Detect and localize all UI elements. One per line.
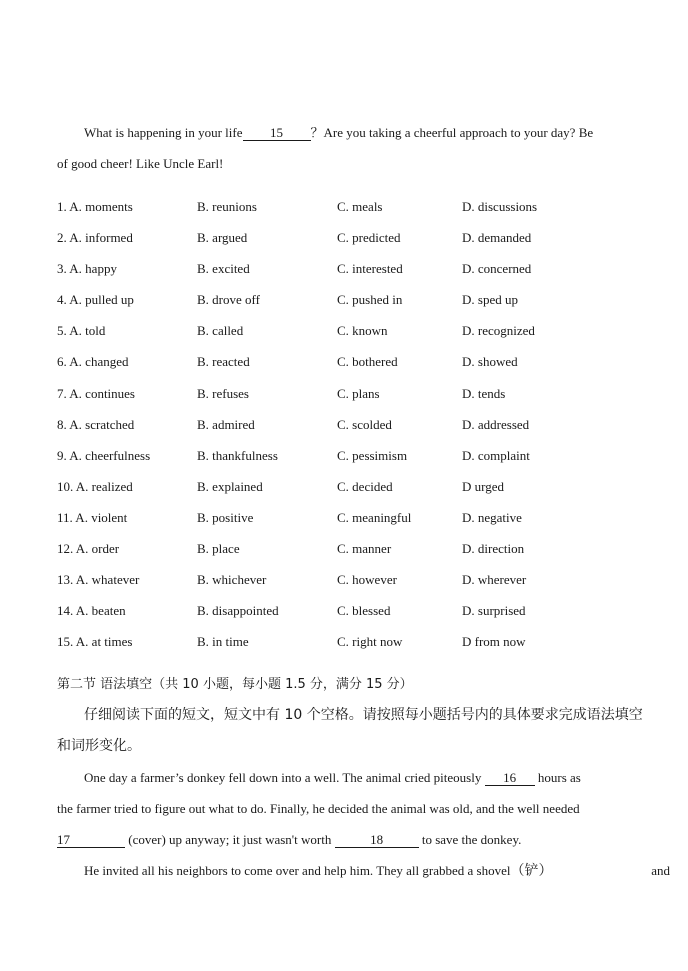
option-14-c: C. blessed <box>337 603 391 619</box>
option-6-c: C. bothered <box>337 354 398 370</box>
option-7-c: C. plans <box>337 385 380 401</box>
option-11-d: D. negative <box>462 509 522 525</box>
option-6-a: 6. A. changed <box>57 354 129 370</box>
option-row <box>57 284 657 315</box>
option-5-b: B. called <box>197 323 244 339</box>
blank-15-number: 15 <box>270 125 283 140</box>
option-5-d: D. recognized <box>462 323 535 339</box>
instruction-line-2: 和词形变化。 <box>57 738 141 754</box>
intro-line-2: of good cheer! Like Uncle Earl! <box>57 156 224 171</box>
option-12-d: D. direction <box>462 541 525 557</box>
option-15-b: B. in time <box>197 634 249 650</box>
option-2-a: 2. A. informed <box>57 230 133 246</box>
passage-line-3 <box>57 824 637 855</box>
passage-line-2: the farmer tried to figure out what to do. Finally, he decided the animal was old, and the well needed <box>57 801 580 816</box>
option-6-d: D. showed <box>462 354 518 370</box>
option-3-d: D. concerned <box>462 261 532 277</box>
option-9-d: D. complaint <box>462 447 530 463</box>
option-row <box>57 253 657 284</box>
option-8-b: B. admired <box>197 416 255 432</box>
blank-16[interactable] <box>485 771 535 786</box>
option-row <box>57 595 657 626</box>
passage-line-4 <box>57 855 670 887</box>
option-12-a: 12. A. order <box>57 541 120 557</box>
option-10-c: C. decided <box>337 478 393 494</box>
option-14-b: B. disappointed <box>197 603 279 619</box>
option-2-d: D. demanded <box>462 230 532 246</box>
intro-line-1 <box>57 117 664 148</box>
option-3-b: B. excited <box>197 261 250 277</box>
passage-text: One day a farmer’s donkey fell down into a well. The animal cried piteously <box>84 770 482 785</box>
option-15-d: D from now <box>462 634 526 650</box>
options-table <box>57 191 657 657</box>
passage-text: and <box>651 863 670 878</box>
option-7-b: B. refuses <box>197 385 249 401</box>
option-row <box>57 191 657 222</box>
blank-17-number: 17 <box>57 832 70 847</box>
blank-16-number: 16 <box>503 770 517 785</box>
option-4-a: 4. A. pulled up <box>57 292 134 308</box>
option-10-b: B. explained <box>197 478 263 494</box>
option-row <box>57 626 657 657</box>
instruction-line-1: 仔细阅读下面的短文，短文中有 10 个空格。请按照每小题括号内的具体要求完成语法填空 <box>84 707 643 723</box>
section-title: 第二节 语法填空（共 10 小题，每小题 1.5 分，满分 15 分） <box>57 677 413 692</box>
option-4-d: D. sped up <box>462 292 518 308</box>
option-13-b: B. whichever <box>197 572 267 588</box>
option-row <box>57 564 657 595</box>
passage-line-1 <box>57 762 664 793</box>
option-2-b: B. argued <box>197 230 248 246</box>
option-row <box>57 502 657 533</box>
option-7-a: 7. A. continues <box>57 385 135 401</box>
option-row <box>57 471 657 502</box>
option-14-d: D. surprised <box>462 603 526 619</box>
intro-text-before: What is happening in your life <box>84 125 243 140</box>
option-15-a: 15. A. at times <box>57 634 133 650</box>
option-8-a: 8. A. scratched <box>57 416 135 432</box>
option-row <box>57 409 657 440</box>
blank-17[interactable] <box>57 833 125 848</box>
option-4-b: B. drove off <box>197 292 260 308</box>
option-13-c: C. however <box>337 572 397 588</box>
option-6-b: B. reacted <box>197 354 250 370</box>
option-9-b: B. thankfulness <box>197 447 278 463</box>
blank-18-number: 18 <box>370 832 384 847</box>
option-11-c: C. meaningful <box>337 509 412 525</box>
option-3-c: C. interested <box>337 261 403 277</box>
option-2-c: C. predicted <box>337 230 401 246</box>
option-5-c: C. known <box>337 323 388 339</box>
option-row <box>57 533 657 564</box>
option-10-a: 10. A. realized <box>57 478 133 494</box>
option-row <box>57 346 657 377</box>
option-8-d: D. addressed <box>462 416 530 432</box>
option-3-a: 3. A. happy <box>57 261 117 277</box>
passage-text: (cover) up anyway; it just wasn't worth <box>128 832 332 847</box>
intro-text-after: ？Are you taking a cheerful approach to your day? Be <box>310 125 594 140</box>
passage-text: to save the donkey. <box>421 832 522 847</box>
option-10-d: D urged <box>462 478 505 494</box>
option-15-c: C. right now <box>337 634 403 650</box>
blank-15[interactable] <box>243 126 311 141</box>
option-14-a: 14. A. beaten <box>57 603 126 619</box>
option-7-d: D. tends <box>462 385 506 401</box>
option-row <box>57 315 657 346</box>
option-row <box>57 440 657 471</box>
blank-18[interactable] <box>335 833 419 848</box>
option-8-c: C. scolded <box>337 416 392 432</box>
option-12-b: B. place <box>197 541 240 557</box>
option-row <box>57 222 657 253</box>
passage-cn-note: （铲） <box>510 863 553 879</box>
passage-text: hours as <box>537 770 581 785</box>
option-1-b: B. reunions <box>197 199 257 214</box>
option-13-a: 13. A. whatever <box>57 572 140 588</box>
option-12-c: C. manner <box>337 541 392 557</box>
passage-text: He invited all his neighbors to come over and help him. They all grabbed a shovel <box>84 863 511 878</box>
option-row <box>57 378 657 409</box>
option-1-c: C. meals <box>337 199 383 214</box>
option-1-d: D. discussions <box>462 199 538 214</box>
option-9-c: C. pessimism <box>337 447 408 463</box>
option-13-d: D. wherever <box>462 572 527 588</box>
option-11-a: 11. A. violent <box>57 509 128 525</box>
option-4-c: C. pushed in <box>337 292 403 308</box>
option-11-b: B. positive <box>197 509 254 525</box>
option-5-a: 5. A. told <box>57 323 106 339</box>
option-9-a: 9. A. cheerfulness <box>57 447 151 463</box>
option-1-a: 1. A. moments <box>57 199 133 214</box>
